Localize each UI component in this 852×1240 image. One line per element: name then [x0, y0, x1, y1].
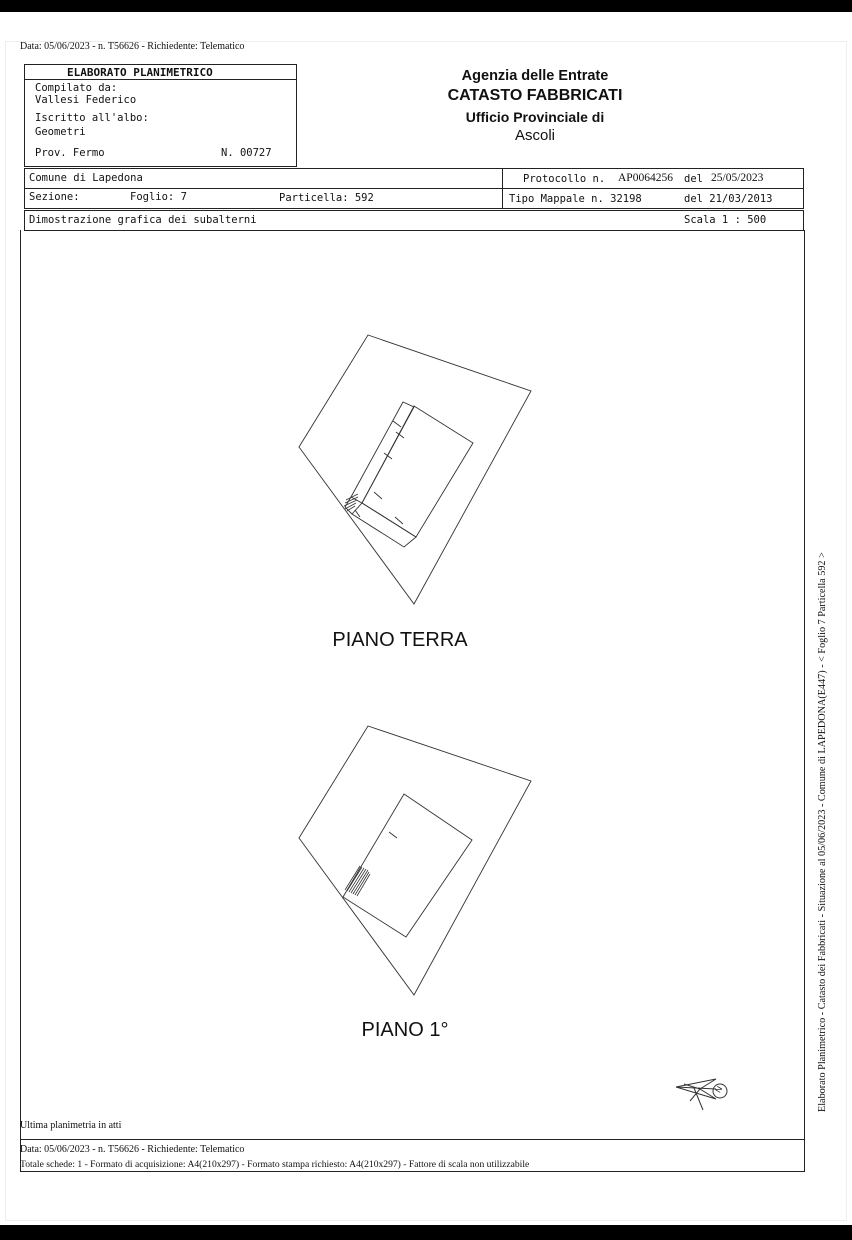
footer-divider: [20, 1139, 805, 1140]
protocollo-value: AP0064256: [618, 172, 673, 184]
ground-annex: [352, 503, 416, 547]
tipo-mappale: Tipo Mappale n. 32198: [509, 193, 642, 205]
header-line: Data: 05/06/2023 - n. T56626 - Richiedente: Telematico: [20, 41, 245, 52]
comune: Comune di Lapedona: [29, 172, 143, 184]
first-building-outline: [343, 794, 472, 937]
foglio: Foglio: 7: [130, 191, 187, 203]
ground-corridor: [351, 402, 414, 503]
sezione: Sezione:: [29, 191, 80, 203]
compilato-label: Compilato da:: [35, 82, 118, 94]
first-tick: [389, 832, 397, 838]
piano-terra-label: PIANO TERRA: [332, 629, 468, 651]
scala: Scala 1 : 500: [684, 214, 767, 226]
first-stairs: [345, 866, 370, 896]
ground-lot-outline: [299, 335, 531, 604]
catasto-title: CATASTO FABBRICATI: [447, 87, 623, 104]
piano-primo-label: PIANO 1°: [361, 1019, 449, 1041]
compilato-value: Vallesi Federico: [35, 94, 137, 106]
prov: Prov. Fermo: [35, 147, 105, 159]
north-arrow-icon: [676, 1079, 727, 1110]
protocollo-date: 25/05/2023: [711, 172, 764, 184]
ground-tick: [374, 492, 382, 499]
compass-letter: N: [713, 1084, 725, 1095]
iscritto-value: Geometri: [35, 126, 86, 138]
first-lot-outline: [299, 726, 531, 995]
footer-totale: Totale schede: 1 - Formato di acquisizione: A4(210x297) - Formato stampa richiesto: A4(210x297) - Fattore di scala non utilizzabile: [20, 1159, 530, 1170]
agency-name: Agenzia delle Entrate: [461, 68, 609, 84]
ultima-planimetria: Ultima planimetria in atti: [20, 1120, 122, 1131]
albo-number: N. 00727: [221, 147, 272, 159]
dimostrazione-label: Dimostrazione grafica dei subalterni: [29, 214, 257, 226]
protocollo-label: Protocollo n.: [523, 173, 606, 185]
protocollo-del: del: [684, 173, 703, 185]
ground-tick: [393, 421, 401, 427]
iscritto-label: Iscritto all'albo:: [35, 112, 149, 124]
ufficio-city: Ascoli: [514, 127, 555, 144]
footer-data-line: Data: 05/06/2023 - n. T56626 - Richiedente: Telematico: [20, 1144, 245, 1155]
side-note: Elaborato Planimetrico - Catasto dei Fabbricati - Situazione al 05/06/2023 - Comune di LAPEDONA(E447) - < Foglio 7 Particella 592 >: [817, 552, 828, 1112]
title-box-heading: ELABORATO PLANIMETRICO: [67, 66, 213, 79]
particella: Particella: 592: [279, 192, 374, 204]
ufficio-provinciale: Ufficio Provinciale di: [465, 109, 605, 125]
tipo-mappale-date: del 21/03/2013: [684, 193, 773, 205]
ground-tick: [395, 517, 403, 524]
